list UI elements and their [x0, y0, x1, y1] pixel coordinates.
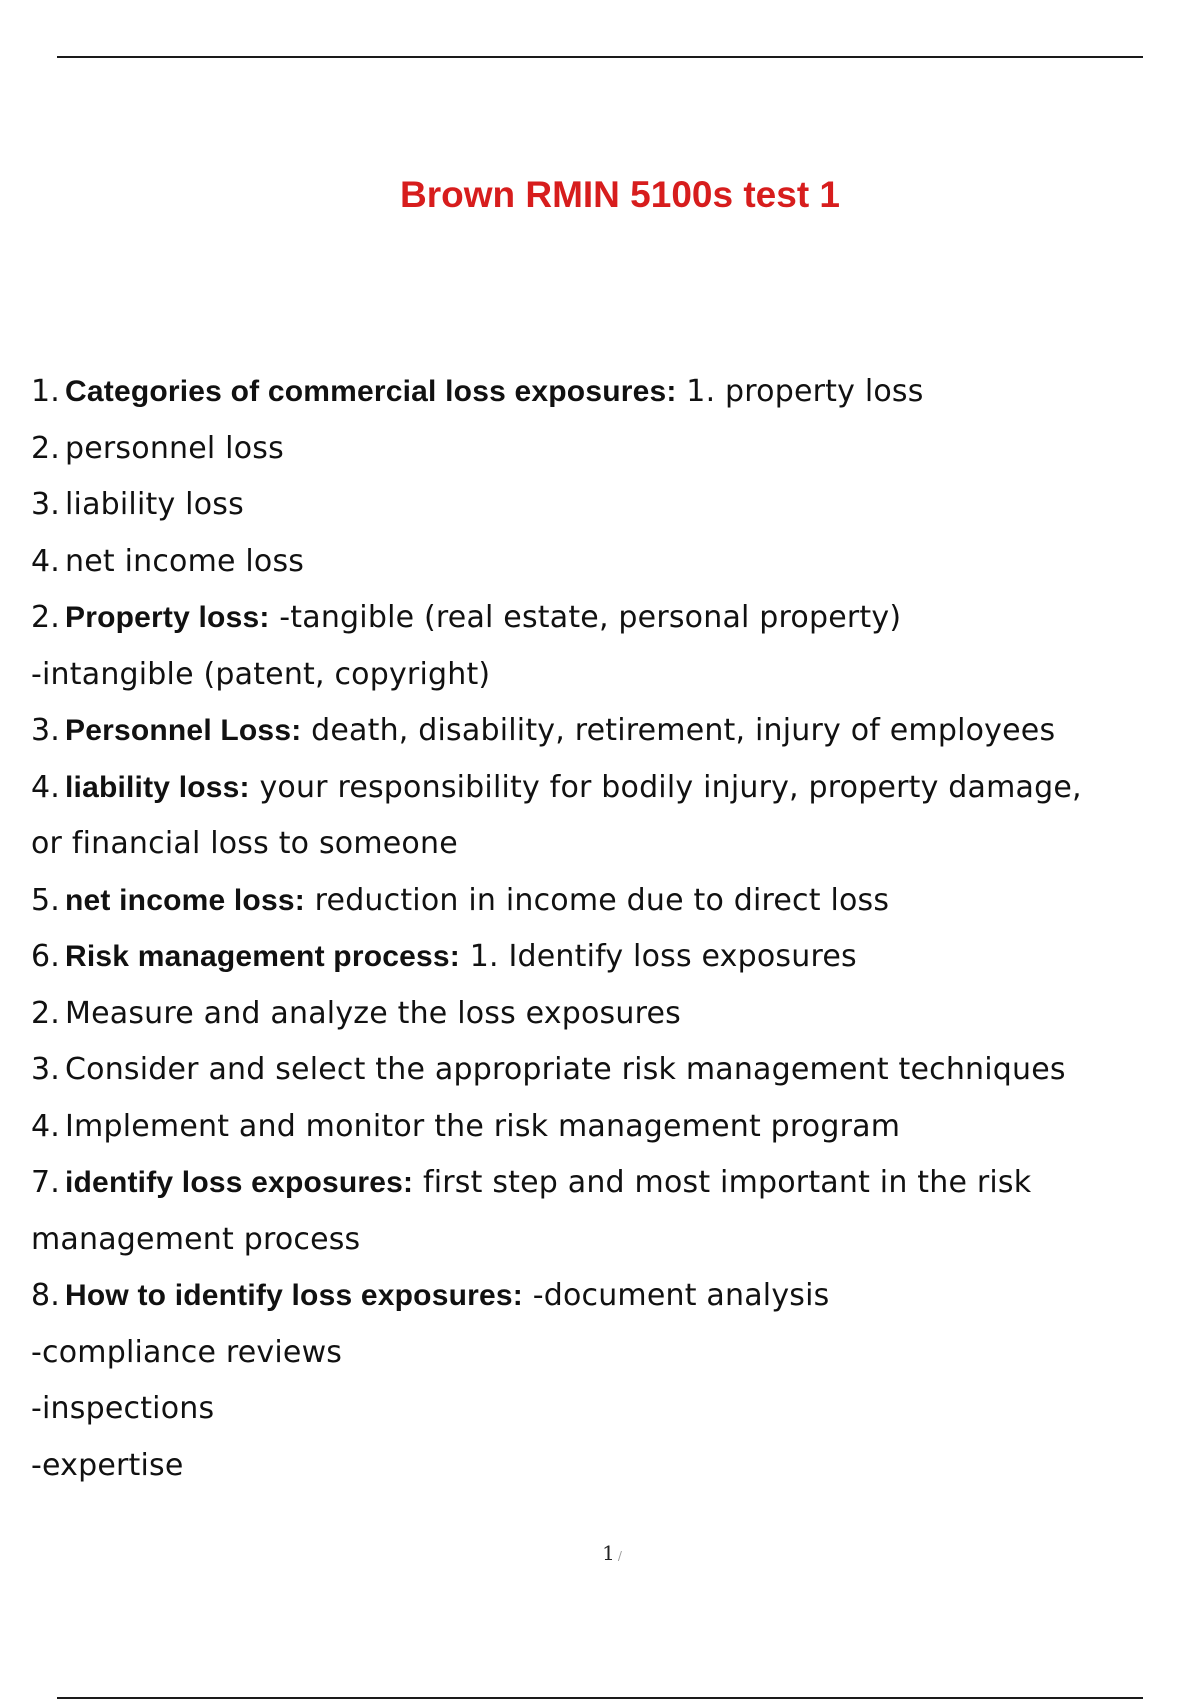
item-term: liability loss: — [65, 770, 250, 804]
item-number: 5. — [31, 882, 61, 918]
item-text: your responsibility for bodily injury, property damage, — [249, 769, 1082, 805]
top-rule — [57, 56, 1143, 58]
item-number: 2. — [31, 995, 61, 1031]
item-text: reduction in income due to direct loss — [304, 882, 890, 918]
item-number: 3. — [31, 713, 61, 748]
list-item — [31, 1099, 1151, 1156]
item-number: 2. — [31, 600, 61, 635]
page-number — [0, 1541, 1200, 1565]
item-number: 4. — [31, 543, 61, 579]
item-number: 1. — [31, 374, 61, 409]
item-text: or financial loss to someone — [31, 826, 458, 861]
item-text: -compliance reviews — [31, 1334, 343, 1370]
list-item — [31, 1042, 1151, 1099]
item-number: 3. — [31, 1052, 61, 1087]
item-text: -inspections — [31, 1391, 215, 1426]
item-number: 6. — [31, 939, 61, 974]
item-number: 8. — [31, 1278, 61, 1313]
list-item — [31, 873, 1151, 930]
item-number: 4. — [31, 769, 61, 805]
list-item — [31, 703, 1151, 760]
item-text: first step and most important in the risk — [413, 1165, 1032, 1200]
list-item — [31, 1438, 1151, 1495]
item-text: -expertise — [31, 1447, 184, 1483]
list-item — [31, 986, 1151, 1043]
item-number: 7. — [31, 1165, 61, 1200]
page-separator: / — [617, 1549, 622, 1563]
list-item — [31, 364, 1151, 421]
list-item — [31, 590, 1151, 647]
item-text: management process — [31, 1221, 361, 1257]
item-text: liability loss — [65, 487, 244, 522]
item-text: -tangible (real estate, personal property) — [269, 600, 902, 635]
document-title: Brown RMIN 5100s test 1 — [399, 174, 841, 215]
item-term: net income loss: — [65, 883, 305, 917]
flashcard-list — [31, 364, 1151, 1494]
item-text: 1. Identify loss exposures — [459, 939, 857, 974]
list-item — [31, 1155, 1151, 1212]
list-item — [31, 647, 1151, 704]
list-item — [31, 477, 1151, 534]
bottom-rule — [57, 1697, 1143, 1699]
item-term: identify loss exposures: — [65, 1166, 414, 1199]
list-item — [31, 534, 1151, 591]
item-text: net income loss — [65, 543, 305, 579]
item-text: personnel loss — [65, 430, 284, 466]
item-term: Risk management process: — [65, 940, 460, 973]
list-item — [31, 1212, 1151, 1269]
item-text: Implement and monitor the risk management program — [65, 1108, 901, 1144]
page-number-value: 1 — [602, 1541, 615, 1565]
list-item — [31, 760, 1151, 817]
list-item — [31, 1325, 1151, 1382]
list-item — [31, 1268, 1151, 1325]
item-term: Property loss: — [65, 601, 270, 634]
item-text: death, disability, retirement, injury of employees — [301, 713, 1056, 748]
item-text: -intangible (patent, copyright) — [31, 656, 491, 692]
item-term: Personnel Loss: — [65, 714, 302, 747]
item-number: 4. — [31, 1108, 61, 1144]
list-item — [31, 816, 1151, 873]
item-text: Measure and analyze the loss exposures — [65, 995, 681, 1031]
item-text: -document analysis — [522, 1278, 830, 1313]
item-term: Categories of commercial loss exposures: — [65, 375, 677, 408]
list-item — [31, 421, 1151, 478]
list-item — [31, 929, 1151, 986]
item-term: How to identify loss exposures: — [65, 1279, 523, 1312]
item-number: 3. — [31, 487, 61, 522]
item-text: 1. property loss — [676, 374, 924, 409]
item-number: 2. — [31, 430, 61, 466]
list-item — [31, 1381, 1151, 1438]
item-text: Consider and select the appropriate risk management techniques — [65, 1052, 1066, 1087]
